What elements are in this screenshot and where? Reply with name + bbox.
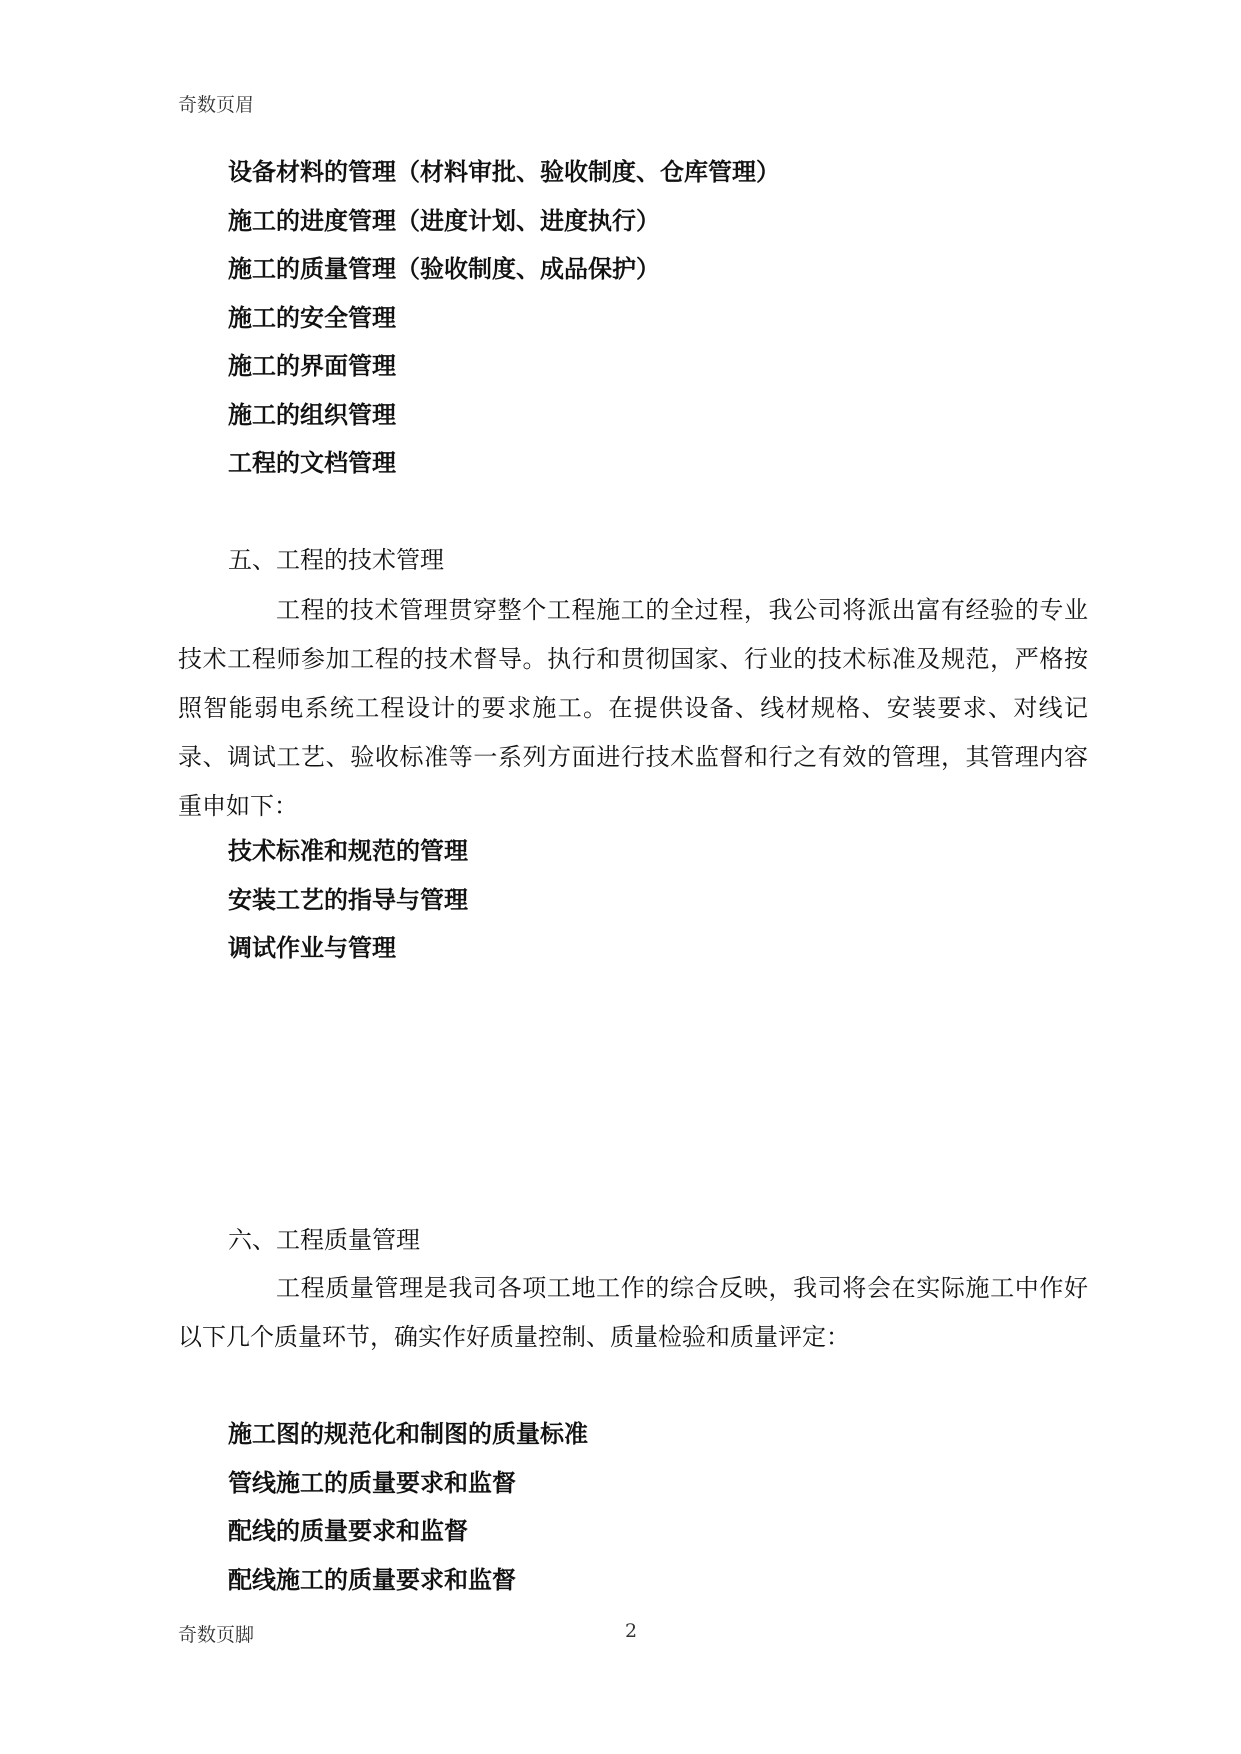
list-item: 设备材料的管理（材料审批、验收制度、仓库管理） [228,158,780,186]
list-item: 施工的质量管理（验收制度、成品保护） [228,255,660,283]
list-item: 配线施工的质量要求和监督 [228,1565,516,1594]
list-item: 施工的界面管理 [228,352,396,380]
list-item: 工程的文档管理 [228,449,396,477]
list-item: 管线施工的质量要求和监督 [228,1468,516,1497]
management-list [228,148,780,488]
quality-management-list [228,1410,588,1604]
list-item: 安装工艺的指导与管理 [228,885,468,914]
list-item: 施工图的规范化和制图的质量标准 [228,1420,588,1448]
technical-management-list [228,827,468,973]
section-5-heading: 五、工程的技术管理 [228,546,444,574]
section-5-paragraph: 工程的技术管理贯穿整个工程施工的全过程，我公司将派出富有经验的专业技术工程师参加工程的技术督导。执行和贯彻国家、行业的技术标准及规范，严格按照智能弱电系统工程设计的要求施工。在提供设备、线材规格、安装要求、对线记录、调试工艺、验收标准等一系列方面进行技术监督和行之有效的管理，其管理内容重申如下： [178,596,1088,820]
list-item: 施工的安全管理 [228,303,396,332]
page-number: 2 [625,1620,638,1642]
list-item: 施工的进度管理（进度计划、进度执行） [228,206,660,235]
list-item: 配线的质量要求和监督 [228,1517,468,1545]
list-item: 技术标准和规范的管理 [228,837,468,865]
list-item: 调试作业与管理 [228,934,396,962]
page-header: 奇数页眉 [178,94,255,116]
section-6-heading: 六、工程质量管理 [228,1226,420,1254]
section-6-paragraph: 工程质量管理是我司各项工地工作的综合反映，我司将会在实际施工中作好以下几个质量环节，确实作好质量控制、质量检验和质量评定： [178,1274,1088,1351]
page-footer: 奇数页脚 [178,1624,255,1646]
list-item: 施工的组织管理 [228,400,396,429]
